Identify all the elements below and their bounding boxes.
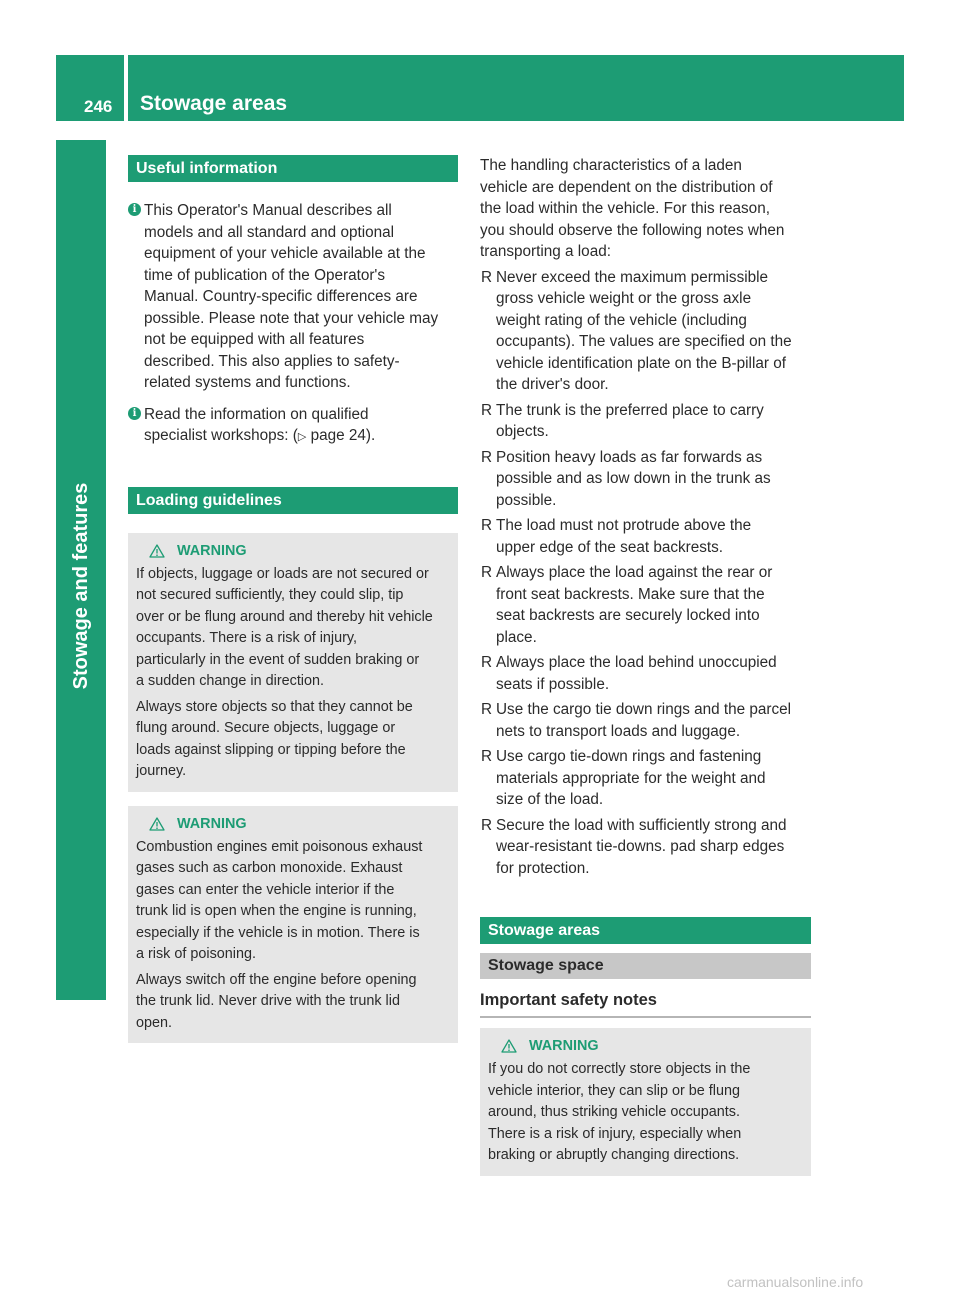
bullet-item bbox=[480, 699, 811, 742]
text-line: occupants. There is a risk of injury, bbox=[136, 630, 358, 646]
bullet-list bbox=[480, 267, 811, 880]
text-line: the load within the vehicle. For this reason, bbox=[480, 200, 770, 217]
text-line: loads against slipping or tipping before the bbox=[136, 741, 406, 758]
text-line: The handling characteristics of a laden bbox=[480, 157, 742, 174]
bullet-marker: R bbox=[481, 748, 493, 765]
bullet-marker: R bbox=[481, 517, 493, 534]
text-line: equipment of your vehicle available at the bbox=[144, 245, 426, 262]
bullet-item bbox=[480, 746, 811, 811]
bullet-marker: R bbox=[481, 268, 493, 286]
text-line: gases can enter the vehicle interior if the bbox=[136, 881, 395, 898]
text-line: described. This also applies to safety- bbox=[144, 352, 400, 370]
text-line: Position heavy loads as far forwards as bbox=[496, 448, 763, 466]
heading-important-safety-notes: Important safety notes bbox=[480, 989, 811, 1018]
text-line: materials appropriate for the weight and bbox=[496, 769, 766, 787]
text-line: Read the information on qualified bbox=[144, 405, 369, 423]
text-line: nets to transport loads and luggage. bbox=[496, 722, 741, 740]
text-line: This Operator's Manual describes all bbox=[144, 202, 392, 219]
text-line: a risk of poisoning. bbox=[136, 946, 256, 962]
info-icon: i bbox=[128, 407, 141, 420]
text-line: possible. Please note that your vehicle may bbox=[144, 309, 439, 327]
warning-box bbox=[480, 1028, 811, 1176]
page-reference: specialist workshops: (▷ page 24). bbox=[144, 427, 376, 444]
text-line: possible and as low down in the trunk as bbox=[496, 470, 771, 487]
text-line: time of publication of the Operator's bbox=[144, 266, 386, 284]
text-line: related systems and functions. bbox=[144, 374, 351, 391]
info-lines bbox=[144, 200, 458, 394]
text-line: for protection. bbox=[496, 859, 590, 877]
page-link[interactable]: page 24). bbox=[306, 427, 376, 444]
text-line: upper edge of the seat backrests. bbox=[496, 538, 724, 556]
left-column bbox=[128, 155, 458, 1043]
text-line: Combustion engines emit poisonous exhaust bbox=[136, 838, 423, 855]
header-title: Stowage areas bbox=[140, 92, 288, 115]
text-line: seat backrests are securely locked into bbox=[496, 607, 760, 624]
bullet-item bbox=[480, 447, 811, 512]
text-line: not be equipped with all features bbox=[144, 331, 365, 348]
section-title-loading-guidelines: Loading guidelines bbox=[128, 487, 458, 514]
right-column bbox=[480, 155, 811, 1176]
bullet-item bbox=[480, 267, 811, 396]
text-line: trunk lid is open when the engine is running, bbox=[136, 903, 417, 919]
warning-text bbox=[136, 564, 450, 693]
text-line: Always place the load behind unoccupied bbox=[496, 654, 777, 671]
text-line: around, thus striking vehicle occupants. bbox=[488, 1104, 740, 1120]
warning-box bbox=[128, 806, 458, 1044]
text-line: journey. bbox=[136, 763, 187, 779]
text-line: The trunk is the preferred place to carry bbox=[496, 401, 764, 419]
warning-text bbox=[136, 837, 450, 966]
info-note bbox=[128, 200, 458, 394]
header-divider bbox=[124, 55, 128, 121]
info-lines bbox=[144, 404, 458, 426]
text-line: wear-resistant tie-downs. pad sharp edges bbox=[496, 838, 785, 855]
bullet-item bbox=[480, 652, 811, 695]
bullet-item bbox=[480, 515, 811, 558]
warning-label: WARNING bbox=[177, 542, 247, 559]
page-number: 246 bbox=[84, 97, 113, 116]
bullet-item bbox=[480, 400, 811, 443]
bullet-marker: R bbox=[481, 654, 493, 671]
warning-label: WARNING bbox=[529, 1038, 599, 1054]
watermark: carmanualsonline.info bbox=[727, 1274, 864, 1290]
info-note bbox=[128, 404, 458, 449]
text-line: gross vehicle weight or the gross axle bbox=[496, 290, 752, 307]
side-tab-label: Stowage and features bbox=[70, 482, 92, 690]
subsection-title-stowage-space: Stowage space bbox=[480, 953, 811, 979]
text-line: Use the cargo tie down rings and the parcel bbox=[496, 701, 792, 718]
text-line: transporting a load: bbox=[480, 243, 611, 260]
warning-header bbox=[136, 813, 450, 835]
page-arrow-icon: ▷ bbox=[297, 431, 307, 443]
warning-triangle-icon bbox=[149, 544, 165, 558]
text-line: front seat backrests. Make sure that the bbox=[496, 585, 765, 603]
bullet-marker: R bbox=[481, 701, 493, 718]
intro-paragraph bbox=[480, 155, 811, 263]
warning-text bbox=[488, 1059, 803, 1167]
warning-triangle-icon bbox=[149, 817, 165, 831]
text-line: over or be flung around and thereby hit vehicle bbox=[136, 608, 433, 625]
text-line: possible. bbox=[496, 491, 557, 509]
section-title-stowage-areas: Stowage areas bbox=[480, 917, 811, 944]
text-line: gases such as carbon monoxide. Exhaust bbox=[136, 860, 403, 876]
text-line: especially if the vehicle is in motion. There is bbox=[136, 924, 420, 941]
info-icon: i bbox=[128, 203, 141, 216]
bullet-marker: R bbox=[481, 401, 493, 419]
text-line: vehicle identification plate on the B-pillar of bbox=[496, 354, 786, 372]
warning-instruction bbox=[136, 970, 450, 1035]
warning-box bbox=[128, 533, 458, 792]
text-line: Secure the load with sufficiently strong and bbox=[496, 816, 787, 834]
bullet-marker: R bbox=[481, 448, 493, 466]
text-line: braking or abruptly changing directions. bbox=[488, 1147, 740, 1163]
text-line: place. bbox=[496, 628, 537, 646]
text-line: particularly in the event of sudden braking or bbox=[136, 651, 420, 668]
text-line: vehicle interior, they can slip or be flung bbox=[488, 1082, 740, 1099]
text-line: open. bbox=[136, 1014, 173, 1031]
text-line: Never exceed the maximum permissible bbox=[496, 268, 769, 286]
bullet-marker: R bbox=[481, 816, 493, 834]
text-line: Always store objects so that they cannot be bbox=[136, 698, 413, 715]
text-line: Always switch off the engine before opening bbox=[136, 971, 417, 988]
text-line: flung around. Secure objects, luggage or bbox=[136, 720, 396, 736]
side-tab-gap bbox=[56, 1000, 106, 1004]
text-line: size of the load. bbox=[496, 791, 604, 808]
text-line: not secured sufficiently, they could slip, tip bbox=[136, 587, 404, 603]
warning-header bbox=[488, 1035, 803, 1057]
text-line: seats if possible. bbox=[496, 675, 610, 693]
bullet-marker: R bbox=[481, 564, 493, 581]
text-line: Use cargo tie-down rings and fastening bbox=[496, 748, 762, 765]
text-line: vehicle are dependent on the distribution of bbox=[480, 178, 773, 196]
warning-header bbox=[136, 540, 450, 562]
text-line: objects. bbox=[496, 423, 549, 440]
text-line: models and all standard and optional bbox=[144, 223, 395, 241]
text-line: There is a risk of injury, especially when bbox=[488, 1125, 742, 1142]
text-line: occupants). The values are specified on the bbox=[496, 333, 792, 350]
bullet-item bbox=[480, 562, 811, 648]
text-line: the driver's door. bbox=[496, 376, 609, 393]
text-line: Always place the load against the rear or bbox=[496, 564, 773, 581]
section-title-useful-information: Useful information bbox=[128, 155, 458, 182]
text-line: If you do not correctly store objects in the bbox=[488, 1061, 751, 1077]
text-line: a sudden change in direction. bbox=[136, 673, 325, 689]
text-line: If objects, luggage or loads are not secured or bbox=[136, 565, 429, 582]
text-line: Manual. Country-specific differences are bbox=[144, 288, 418, 305]
text-line: you should observe the following notes when bbox=[480, 221, 785, 239]
text-line: the trunk lid. Never drive with the trunk lid bbox=[136, 993, 400, 1009]
text-line: weight rating of the vehicle (including bbox=[496, 311, 747, 329]
warning-label: WARNING bbox=[177, 815, 247, 832]
bullet-item bbox=[480, 815, 811, 880]
warning-instruction bbox=[136, 697, 450, 783]
warning-triangle-icon bbox=[501, 1039, 517, 1053]
text-line: The load must not protrude above the bbox=[496, 517, 752, 534]
